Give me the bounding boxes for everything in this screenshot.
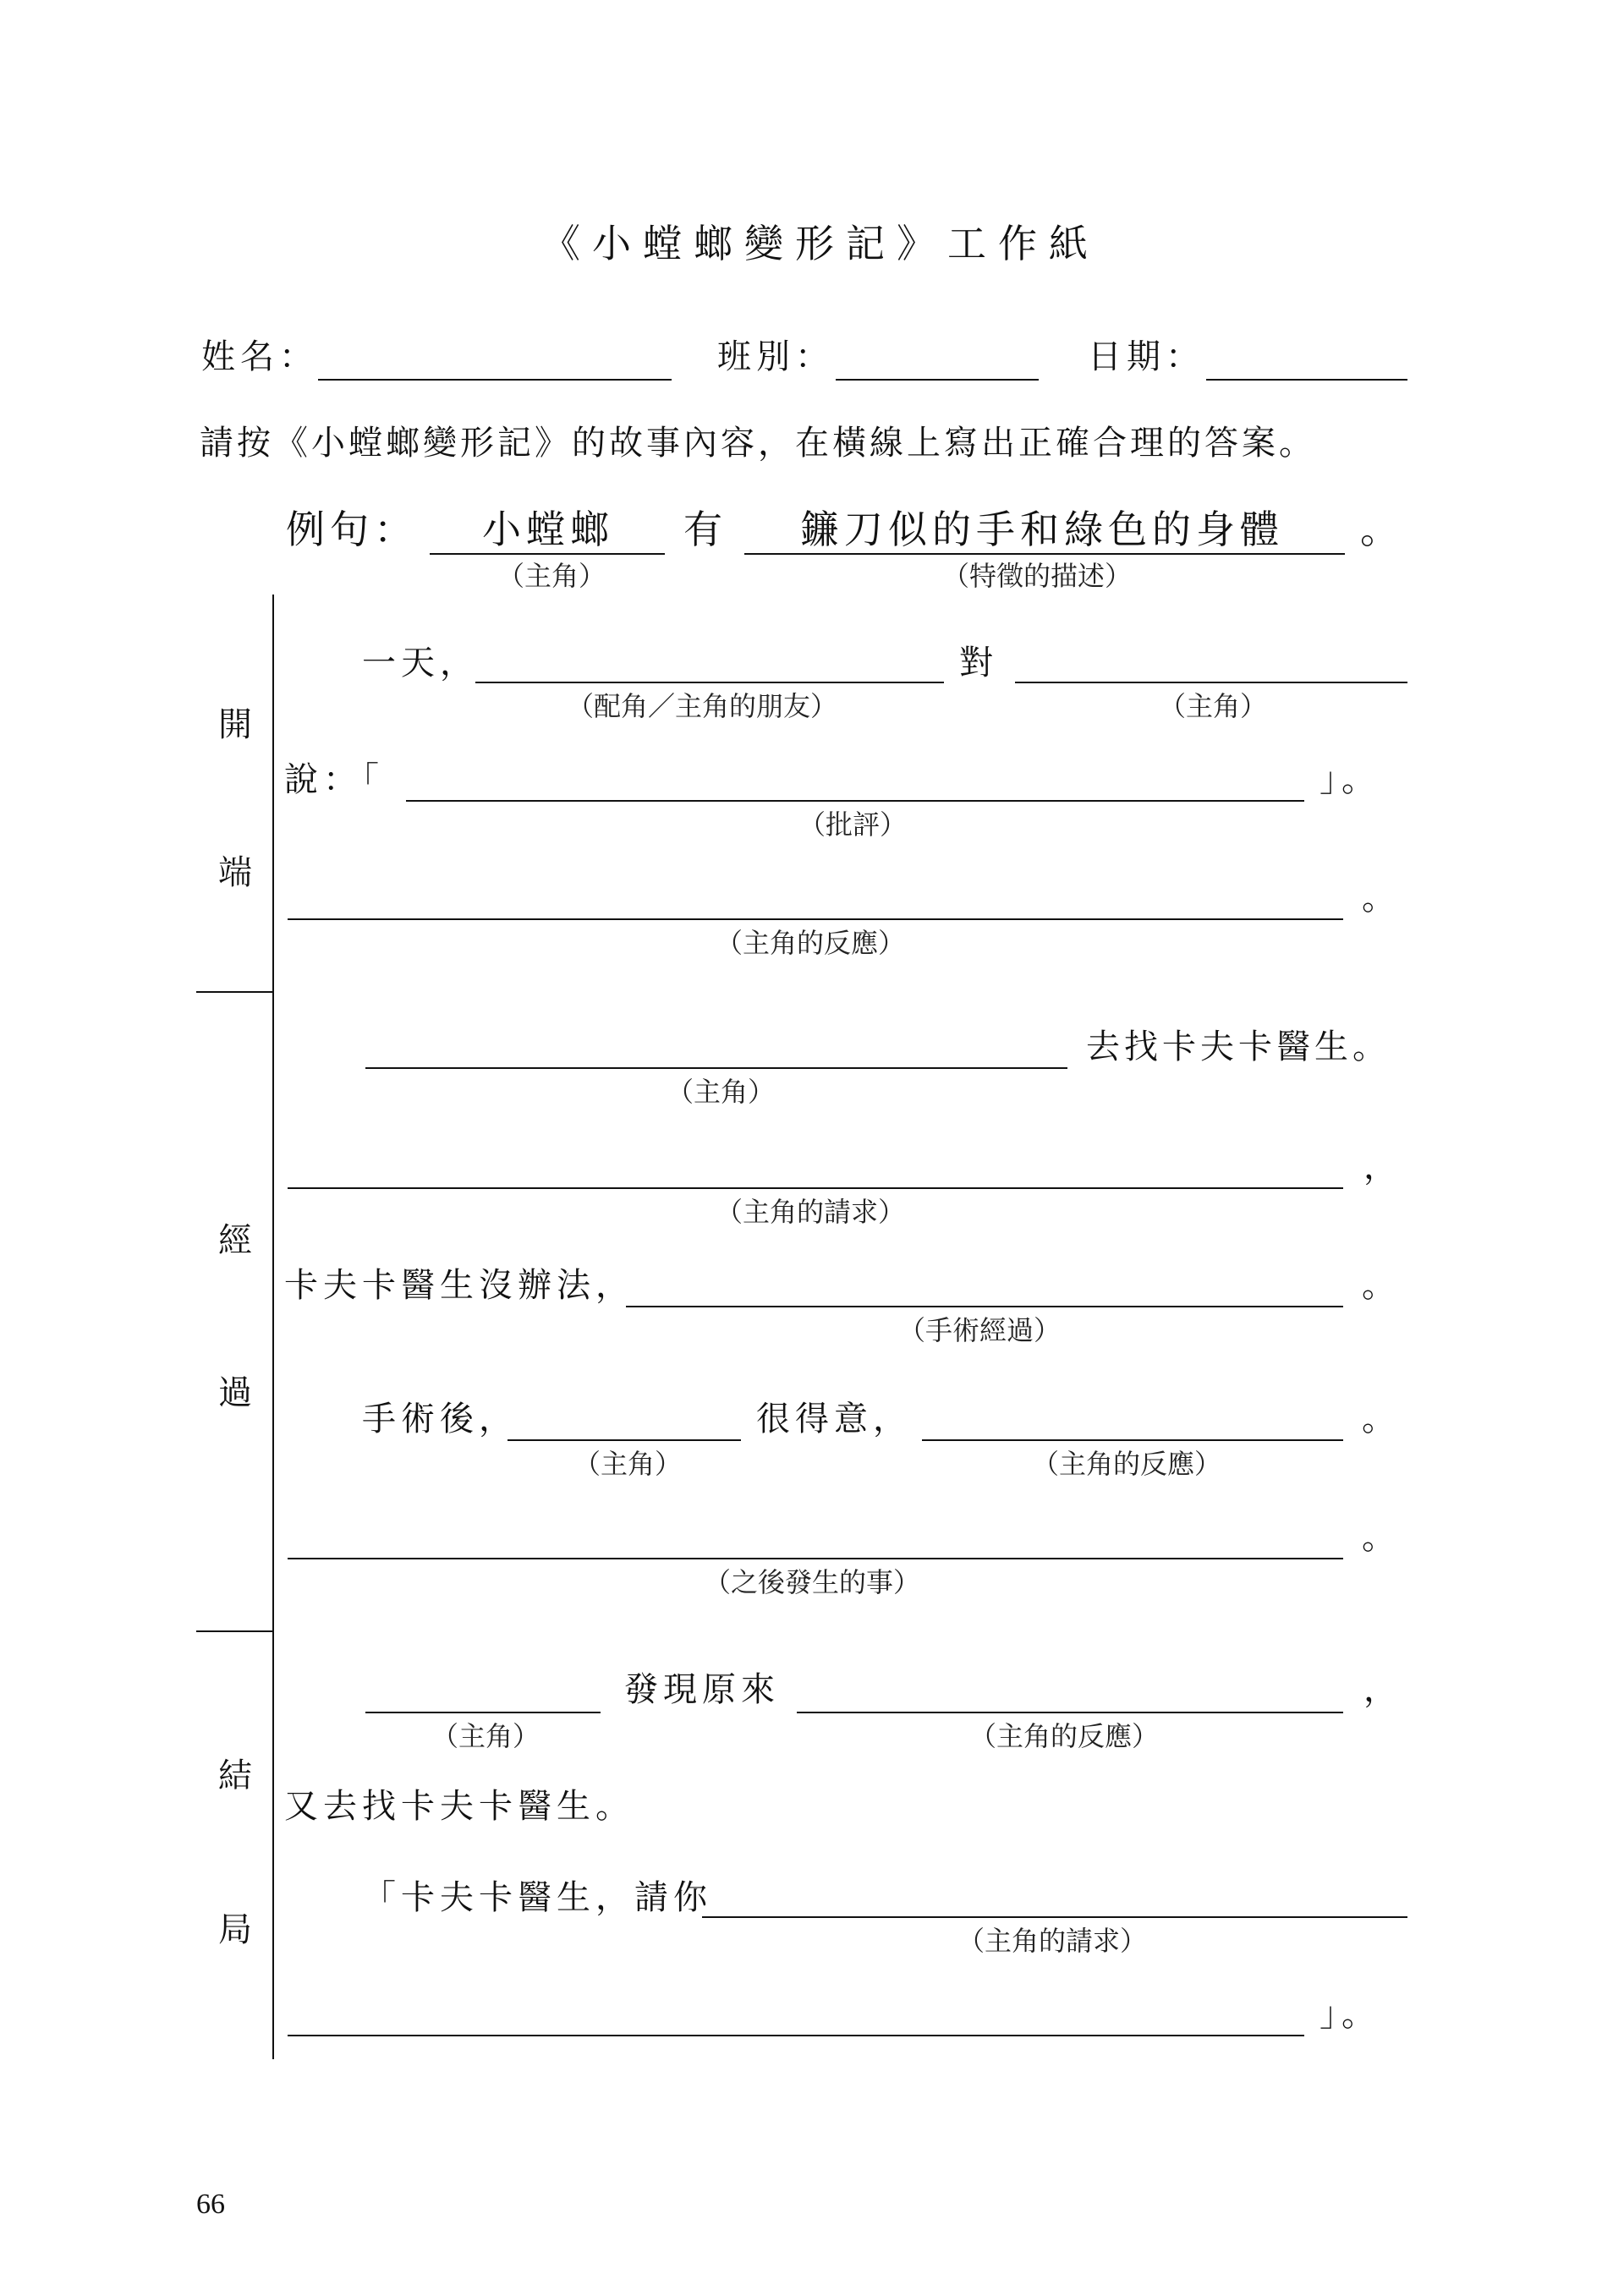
middle-l2-end: ， [1363, 1148, 1402, 1186]
middle-l4-mid: 很得意， [756, 1400, 912, 1438]
date-field[interactable] [1206, 379, 1407, 381]
middle-l4-end: 。 [1362, 1400, 1401, 1438]
middle-l4-blank-1[interactable] [508, 1439, 741, 1441]
opening-l3-hint: （主角的反應） [716, 927, 906, 959]
ending-l1-blank-1[interactable] [365, 1712, 601, 1713]
opening-l1-blank-2[interactable] [1015, 682, 1407, 683]
ending-l1-hint-1: （主角） [431, 1720, 540, 1752]
section-opening-char-2: 端 [218, 853, 252, 892]
opening-l1-hint-2: （主角） [1159, 690, 1268, 722]
ending-l4-blank[interactable] [288, 2035, 1304, 2036]
ending-l3-blank[interactable] [702, 1916, 1407, 1918]
middle-l1-blank[interactable] [365, 1067, 1067, 1069]
ending-l1-mid: 發現原來 [624, 1670, 780, 1709]
worksheet-title: 《小螳螂變形記》工作紙 [541, 221, 1100, 266]
ending-l1-hint-2: （主角的反應） [969, 1720, 1160, 1752]
middle-l2-blank[interactable] [288, 1187, 1343, 1189]
name-field[interactable] [318, 379, 672, 381]
middle-l4-hint-1: （主角） [573, 1448, 683, 1480]
section-middle-char-2: 過 [218, 1373, 252, 1412]
example-hint-description: （特徵的描述） [942, 560, 1133, 592]
ending-l4-end: 」。 [1320, 1995, 1380, 2034]
section-opening-char-1: 開 [218, 705, 252, 744]
date-label: 日期： [1088, 337, 1204, 376]
opening-l1-hint-1: （配角／主角的朋友） [567, 690, 838, 722]
example-label: 例句： [286, 507, 418, 552]
opening-l1-mid: 對 [959, 644, 998, 682]
middle-l5-end: 。 [1362, 1518, 1401, 1557]
opening-l3-end: 。 [1362, 879, 1401, 918]
opening-l1-blank-1[interactable] [475, 682, 944, 683]
section-middle-char-1: 經 [218, 1221, 252, 1260]
middle-l4-blank-2[interactable] [922, 1439, 1343, 1441]
section-ending-char-2: 局 [218, 1910, 252, 1949]
ending-l1-end: ， [1363, 1670, 1402, 1709]
section-divider-1 [196, 991, 272, 993]
example-verb: 有 [683, 507, 727, 552]
middle-l5-hint: （之後發生的事） [704, 1566, 921, 1598]
middle-l5-blank[interactable] [288, 1558, 1343, 1559]
page-number: 66 [196, 2189, 225, 2220]
example-subject: 小螳螂 [482, 507, 614, 552]
ending-l3-hint: （主角的請求） [957, 1925, 1148, 1957]
section-divider-2 [196, 1630, 272, 1632]
ending-l1-blank-2[interactable] [797, 1712, 1343, 1713]
ending-l2-text: 又去找卡夫卡醫生。 [284, 1787, 634, 1826]
middle-l3-blank[interactable] [626, 1306, 1343, 1307]
example-hint-subject: （主角） [497, 560, 606, 592]
opening-l1-prefix: 一天， [362, 644, 479, 682]
opening-l2-hint: （批評） [798, 808, 908, 841]
middle-l2-hint: （主角的請求） [716, 1196, 906, 1228]
class-label: 班別： [717, 337, 834, 376]
middle-l1-suffix: 去找卡夫卡醫生。 [1086, 1027, 1391, 1066]
instruction-text: 請按《小螳螂變形記》的故事內容，在橫線上寫出正確合理的答案。 [200, 424, 1316, 463]
example-end: 。 [1360, 507, 1404, 552]
middle-l3-prefix: 卡夫卡醫生沒辦法， [284, 1266, 634, 1305]
ending-l3-prefix: 「卡夫卡醫生，請你 [362, 1878, 712, 1917]
section-ending-char-1: 結 [218, 1756, 252, 1795]
name-label: 姓名： [201, 337, 318, 376]
section-divider-vertical [272, 595, 274, 2059]
opening-l2-blank[interactable] [406, 800, 1304, 802]
middle-l1-hint: （主角） [667, 1076, 776, 1108]
middle-l4-hint-2: （主角的反應） [1032, 1448, 1222, 1480]
example-description: 鐮刀似的手和綠色的身體 [800, 507, 1284, 552]
class-field[interactable] [836, 379, 1039, 381]
opening-l3-blank[interactable] [288, 918, 1343, 920]
middle-l4-prefix: 手術後， [362, 1400, 518, 1438]
middle-l3-end: 。 [1362, 1266, 1401, 1305]
opening-l2-end: 」。 [1320, 760, 1380, 799]
middle-l3-hint: （手術經過） [898, 1314, 1062, 1346]
opening-l2-prefix: 說：「 [284, 760, 384, 799]
